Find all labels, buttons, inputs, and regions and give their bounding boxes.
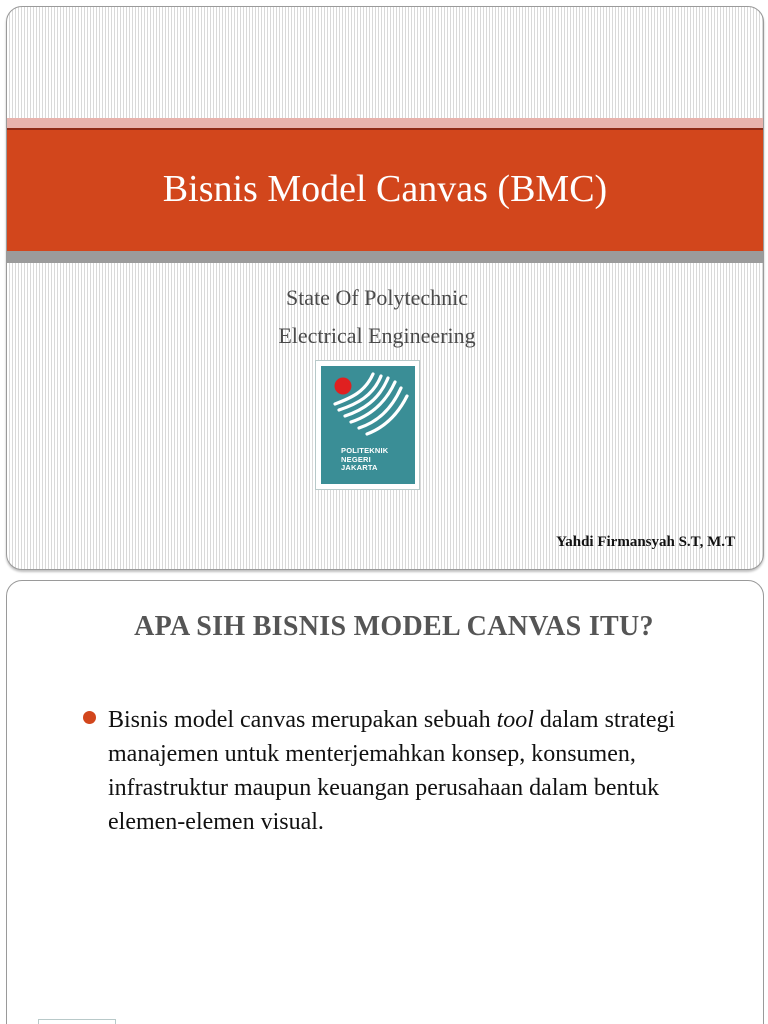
slide-title: Bisnis Model Canvas (BMC) xyxy=(162,167,608,210)
title-slide xyxy=(6,6,764,570)
title-bar xyxy=(7,130,763,251)
bullet-dot-icon xyxy=(83,711,96,724)
bullet-text-after: dalam strategi manajemen untuk menterjemahkan konsep, konsumen, infrastruktur maupun keuangan perusahaan dalam bentuk elemen-elemen visual. xyxy=(108,707,676,835)
slide-subtitle xyxy=(7,279,747,355)
logo-text-line-3: JAKARTA xyxy=(341,463,378,472)
content-slide xyxy=(6,580,764,1024)
corner-image-placeholder xyxy=(38,1019,116,1024)
logo-text xyxy=(341,447,388,473)
bullet-item xyxy=(83,703,733,839)
logo-text-line-1: POLITEKNIK xyxy=(341,446,389,455)
bullet-italic-word: tool xyxy=(496,707,534,733)
author-name: Yahdi Firmansyah S.T, M.T xyxy=(556,534,735,550)
decorative-gray-band xyxy=(7,251,763,263)
subtitle-line-2: Electrical Engineering xyxy=(278,323,476,348)
bullet-text xyxy=(108,703,733,839)
decorative-pink-band xyxy=(7,118,763,128)
pnj-logo xyxy=(321,366,415,484)
logo-text-line-2: NEGERI xyxy=(341,454,371,464)
bullet-text-before: Bisnis model canvas merupakan sebuah xyxy=(108,707,497,733)
logo-frame xyxy=(315,360,420,490)
logo-emblem-icon xyxy=(321,366,415,446)
slide-heading: APA SIH BISNIS MODEL CANVAS ITU? xyxy=(134,611,654,642)
subtitle-line-1: State Of Polytechnic xyxy=(285,285,469,310)
